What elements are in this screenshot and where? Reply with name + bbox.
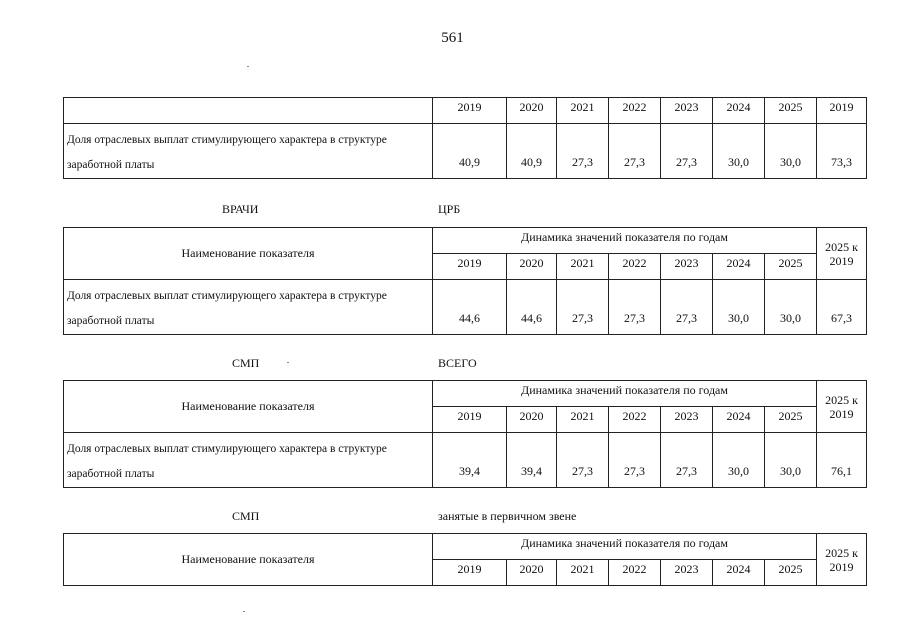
value-cell: 27,3 — [661, 433, 713, 488]
ratio-header-line-2: 2019 — [829, 406, 854, 421]
header-row — [64, 534, 867, 560]
value-row — [64, 124, 867, 179]
value-cell: 39,4 — [507, 433, 557, 488]
value-cell: 30,0 — [713, 280, 765, 335]
value-cell: 40,9 — [507, 124, 557, 179]
year-cell: 2022 — [609, 407, 661, 433]
value-cell: 27,3 — [609, 124, 661, 179]
year-cell: 2019 — [817, 98, 867, 124]
value-cell: 30,0 — [765, 124, 817, 179]
value-cell: 44,6 — [507, 280, 557, 335]
value-cell: 44,6 — [433, 280, 507, 335]
year-cell: 2020 — [507, 254, 557, 280]
ratio-header-line-2: 2019 — [829, 253, 854, 268]
value-row — [64, 433, 867, 488]
year-row — [64, 98, 867, 124]
year-cell: 2021 — [557, 560, 609, 586]
ratio-header — [817, 381, 867, 433]
ratio-header — [817, 228, 867, 280]
value-cell: 27,3 — [661, 124, 713, 179]
ratio-header-line-1: 2025 к — [825, 239, 858, 254]
value-cell: 30,0 — [713, 433, 765, 488]
year-cell: 2024 — [713, 254, 765, 280]
year-cell: 2019 — [433, 98, 507, 124]
value-cell: 27,3 — [661, 280, 713, 335]
year-cell: 2020 — [507, 407, 557, 433]
year-cell: 2022 — [609, 254, 661, 280]
value-cell: 27,3 — [557, 433, 609, 488]
scan-speck — [287, 362, 289, 363]
value-cell: 40,9 — [433, 124, 507, 179]
indicator-name — [64, 433, 433, 488]
indicator-table-1 — [63, 97, 867, 179]
year-cell: 2021 — [557, 98, 609, 124]
year-cell: 2024 — [713, 407, 765, 433]
section-label-right: ВСЕГО — [438, 356, 477, 370]
dynamics-header: Динамика значений показателя по годам — [433, 228, 817, 254]
indicator-line-1: Доля отраслевых выплат стимулирующего характера в структуре — [67, 290, 387, 302]
indicator-line-1: Доля отраслевых выплат стимулирующего характера в структуре — [67, 443, 387, 455]
year-cell: 2023 — [661, 98, 713, 124]
year-cell: 2024 — [713, 560, 765, 586]
section-label-right: занятые в первичном звене — [438, 509, 577, 523]
year-cell: 2023 — [661, 254, 713, 280]
indicator-line-2: заработной платы — [67, 159, 155, 171]
dynamics-header: Динамика значений показателя по годам — [433, 534, 817, 560]
header-row — [64, 228, 867, 254]
year-cell: 2020 — [507, 560, 557, 586]
dynamics-header: Динамика значений показателя по годам — [433, 381, 817, 407]
year-cell: 2021 — [557, 254, 609, 280]
name-header: Наименование показателя — [64, 381, 433, 433]
value-cell: 39,4 — [433, 433, 507, 488]
name-header: Наименование показателя — [64, 534, 433, 586]
value-cell: 27,3 — [557, 280, 609, 335]
empty-cell — [64, 98, 433, 124]
value-cell: 30,0 — [765, 433, 817, 488]
year-cell: 2023 — [661, 560, 713, 586]
section-label-left: СМП — [232, 356, 260, 370]
page-number: 561 — [441, 30, 464, 46]
section-label-left: ВРАЧИ — [222, 202, 259, 216]
indicator-line-1: Доля отраслевых выплат стимулирующего характера в структуре — [67, 134, 387, 146]
value-cell: 30,0 — [765, 280, 817, 335]
indicator-name — [64, 124, 433, 179]
value-cell: 27,3 — [557, 124, 609, 179]
indicator-table-2 — [63, 227, 867, 335]
year-cell: 2025 — [765, 254, 817, 280]
indicator-table-3 — [63, 380, 867, 488]
year-cell: 2025 — [765, 407, 817, 433]
header-row — [64, 381, 867, 407]
indicator-table-4 — [63, 533, 867, 586]
year-cell: 2019 — [433, 407, 507, 433]
scan-speck — [247, 66, 249, 67]
year-cell: 2022 — [609, 98, 661, 124]
year-cell: 2020 — [507, 98, 557, 124]
ratio-header-line-2: 2019 — [829, 559, 854, 574]
year-cell: 2019 — [433, 254, 507, 280]
value-cell: 27,3 — [609, 433, 661, 488]
year-cell: 2023 — [661, 407, 713, 433]
indicator-line-2: заработной платы — [67, 468, 155, 480]
ratio-header-line-1: 2025 к — [825, 545, 858, 560]
year-cell: 2025 — [765, 98, 817, 124]
ratio-header-line-1: 2025 к — [825, 392, 858, 407]
value-cell: 76,1 — [817, 433, 867, 488]
value-cell: 73,3 — [817, 124, 867, 179]
value-cell: 27,3 — [609, 280, 661, 335]
indicator-name — [64, 280, 433, 335]
year-cell: 2021 — [557, 407, 609, 433]
year-cell: 2019 — [433, 560, 507, 586]
section-label-right: ЦРБ — [438, 202, 461, 216]
year-cell: 2025 — [765, 560, 817, 586]
year-cell: 2022 — [609, 560, 661, 586]
ratio-header — [817, 534, 867, 586]
value-row — [64, 280, 867, 335]
value-cell: 67,3 — [817, 280, 867, 335]
year-cell: 2024 — [713, 98, 765, 124]
value-cell: 30,0 — [713, 124, 765, 179]
indicator-line-2: заработной платы — [67, 315, 155, 327]
section-label-left: СМП — [232, 509, 260, 523]
name-header: Наименование показателя — [64, 228, 433, 280]
scan-speck — [243, 611, 245, 612]
